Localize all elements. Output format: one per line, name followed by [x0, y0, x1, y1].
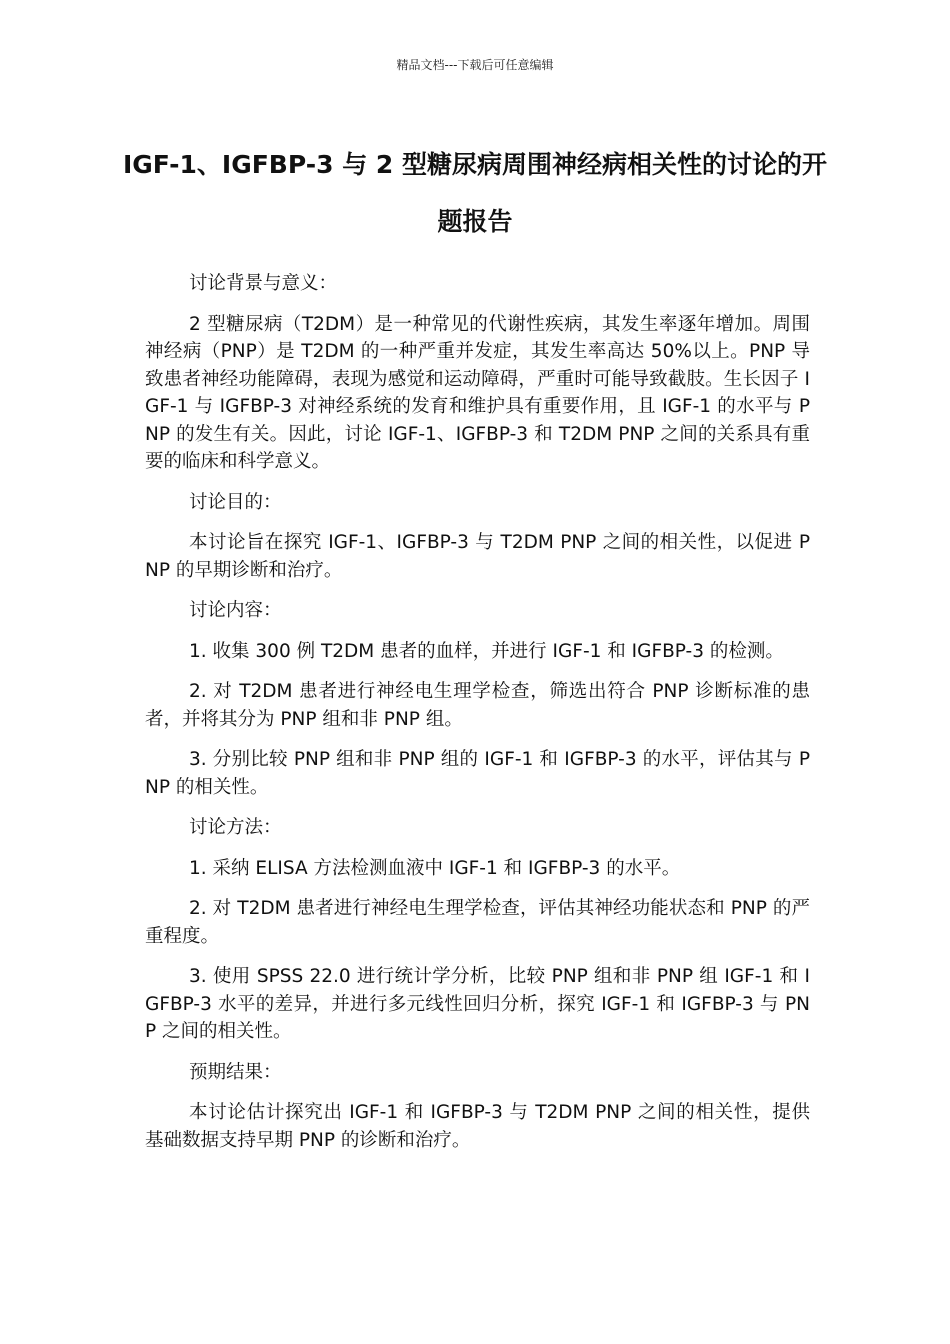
content-item-1: 1. 收集 300 例 T2DM 患者的血样，并进行 IGF-1 和 IGFBP-3 的检测。 [189, 640, 784, 662]
method-heading: 讨论方法： [189, 817, 282, 838]
document-body [145, 270, 810, 1167]
content-item-2: 2. 对 T2DM 患者进行神经电生理学检查，筛选出符合 PNP 诊断标准的患者，并将其分为 PNP 组和非 PNP 组。 [145, 681, 810, 730]
result-heading: 预期结果： [189, 1061, 282, 1083]
purpose-paragraph: 本讨论旨在探究 IGF-1、IGFBP-3 与 T2DM PNP 之间的相关性，以促进 PNP 的早期诊断和治疗。 [145, 532, 810, 581]
header-note: 精品文档---下载后可任意编辑 [396, 58, 554, 72]
purpose-heading: 讨论目的： [189, 491, 282, 513]
document-title: IGF-1、IGFBP-3 与 2 型糖尿病周围神经病相关性的讨论的开题报告 [122, 150, 828, 236]
method-item-3: 3. 使用 SPSS 22.0 进行统计学分析，比较 PNP 组和非 PNP 组 IGF-1 和 IGFBP-3 水平的差异，并进行多元线性回归分析，探究 IGF-1 和 IGFBP-3 与 PNP 之间的相关性。 [145, 966, 810, 1042]
background-heading: 讨论背景与意义： [189, 273, 338, 294]
background-paragraph: 2 型糖尿病（T2DM）是一种常见的代谢性疾病，其发生率逐年增加。周围神经病（PNP）是 T2DM 的一种严重并发症，其发生率高达 50%以上。PNP 导致患者神经功能障碍，表现为感觉和运动障碍，严重时可能导致截肢。生长因子 IGF-1 与 IGFBP-3 对神经系统的发育和维护具有重要作用，且 IGF-1 的水平与 PNP 的发生有关。因此，讨论 IGF-1、IGFBP-3 和 T2DM PNP 之间的关系具有重要的临床和科学意义。 [145, 313, 810, 472]
method-item-1: 1. 采纳 ELISA 方法检测血液中 IGF-1 和 IGFBP-3 的水平。 [189, 857, 681, 879]
result-paragraph: 本讨论估计探究出 IGF-1 和 IGFBP-3 与 T2DM PNP 之间的相关性，提供基础数据支持早期 PNP 的诊断和治疗。 [145, 1102, 810, 1151]
content-item-3: 3. 分别比较 PNP 组和非 PNP 组的 IGF-1 和 IGFBP-3 的水平，评估其与 PNP 的相关性。 [145, 749, 810, 798]
method-item-2: 2. 对 T2DM 患者进行神经电生理学检查，评估其神经功能状态和 PNP 的严重程度。 [145, 898, 810, 947]
content-heading: 讨论内容： [189, 600, 282, 621]
